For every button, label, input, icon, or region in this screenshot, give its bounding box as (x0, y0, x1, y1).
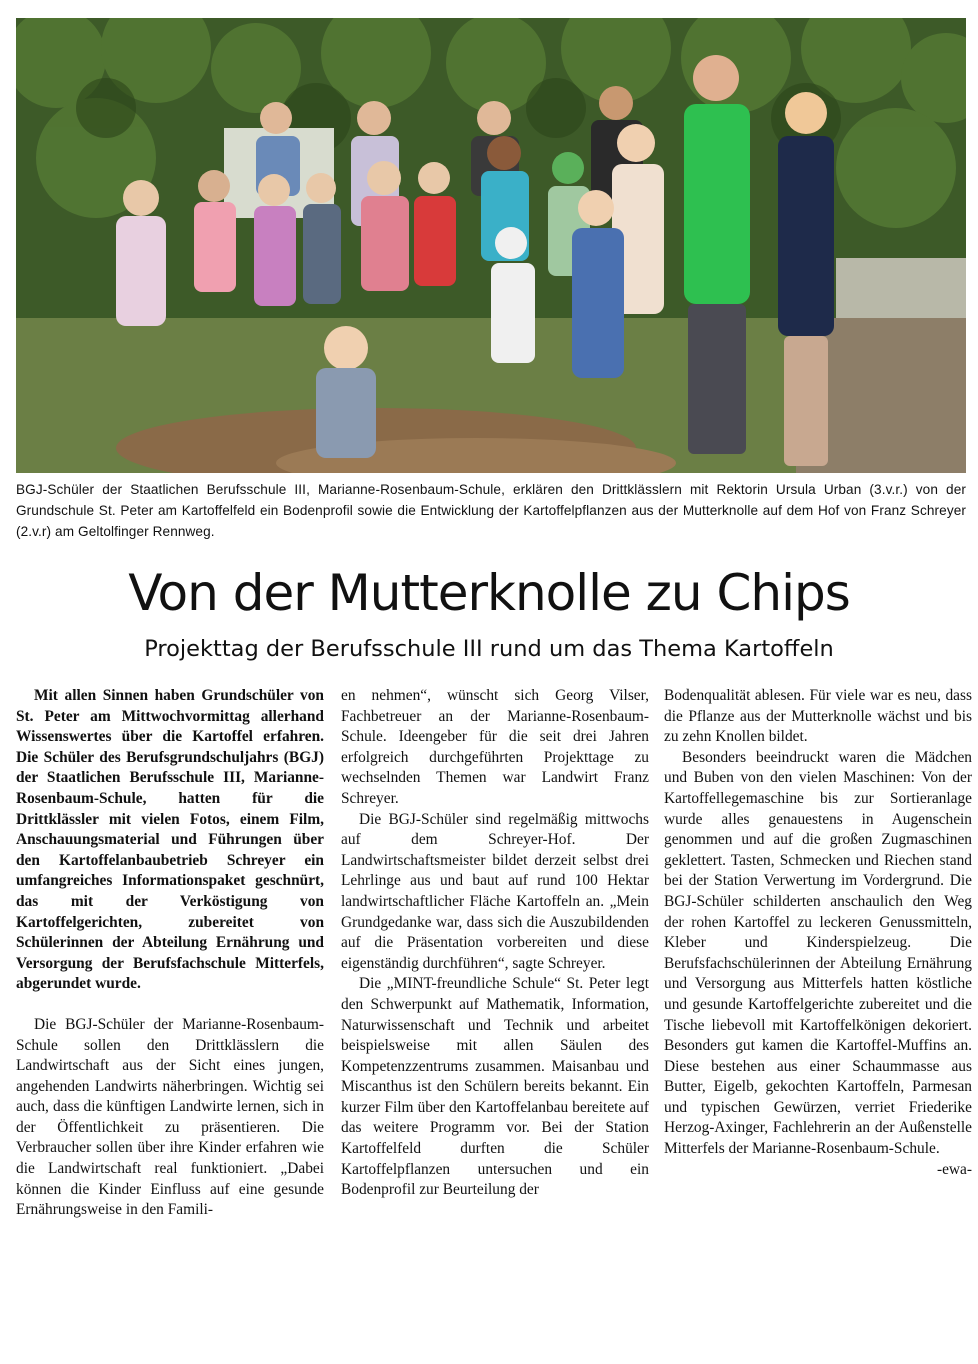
photo-caption: BGJ-Schüler der Staatlichen Berufsschule III, Marianne-Rosenbaum-Schule, erklären den Drittklässlern mit Rektorin Ursula Urban (3.v.r.) von der Grundschule St. Peter am Kartoffelfeld ein Bodenprofil sowie die Entwicklung der Kartoffelpflanzen aus der Mutterknolle auf dem Hof von Franz Schreyer (2.v.r) am Geltolfinger Rennweg. (16, 482, 966, 539)
article-paragraph: en nehmen“, wünscht sich Georg Vilser, Fachbetreuer an der Marianne-Rosenbaum-Schule. Ideengeber für die seit drei Jahren erfolgreich durchgeführten Projekttage zu wechselnden Themen war Landwirt Franz Schreyer. (341, 687, 649, 807)
article-paragraph: Die BGJ-Schüler der Marianne-Rosenbaum-Schule sollen den Drittklässlern die Landwirtschaft aus der Sicht eines jungen, angehenden Landwirts näherbringen. Wichtig sei auch, dass die künftigen Landwirte lernen, sich in der Öffentlichkeit zu präsentieren. Die Verbraucher sollen über ihre Kinder erfahren wie die Landwirtschaft real funktioniert. „Dabei können die Kinder Einfluss auf eine gesunde Ernährungsweise in den Famili- (16, 1015, 324, 1219)
article-headline: Von der Mutterknolle zu Chips (128, 564, 850, 622)
article-paragraph: Besonders beeindruckt waren die Mädchen und Buben von den vielen Maschinen: Von der Kartoffellegemaschine bis zur Sortieranlage wurde alles genauestens in Augenschein genommen und auf die großen Zugmaschinen geklettert. Tasten, Schmecken und Riechen stand bei der Station Verwertung im Vordergrund. Die BGJ-Schüler schilderten anschaulich den Weg der rohen Kartoffel zu leckeren Genussmitteln, Kleber und Kinderspielzeug. Die Berufsfachschülerinnen der Abteilung Ernährung und Versorgung aus Mitterfels hatten köstliche und gesunde Kartoffelgerichte zubereitet und die Tische liebevoll mit Kartoffelkönigen dekoriert. Besonders gut kamen die Kartoffel-Muffins an. Diese bestehen aus einer Schaummasse aus Butter, Eigelb, gekochten Kartoffeln, Parmesan und typischen Gewürzen, verriet Friederike Herzog-Axinger, Fachlehrerin an der Außenstelle Mitterfels der Marianne-Rosenbaum-Schule. (664, 748, 972, 1158)
article-paragraph: Die „MINT-freundliche Schule“ St. Peter legt den Schwerpunkt auf Mathematik, Information, Naturwissenschaft und Technik und arbeitet beispielsweise mit allen Säulen des Kompetenzzentrums zusammen. Maisanbau und Miscanthus ist den Schülern bereits bekannt. Ein kurzer Film über den Kartoffelanbau bereitete auf das weitere Programm vor. Bei der Station Kartoffelfeld durften die Schüler Kartoffelpflanzen untersuchen und ein Bodenprofil zur Beurteilung der (341, 975, 649, 1199)
author-signature: -ewa- (936, 1160, 972, 1178)
article-paragraph: Bodenqualität ablesen. Für viele war es neu, dass die Pflanze aus der Mutterknolle wächst und bis zu zehn Knollen bildet. (664, 687, 972, 746)
article-photo (16, 18, 966, 473)
article-subheadline: Projekttag der Berufsschule III rund um das Thema Kartoffeln (144, 636, 834, 662)
article-column-2 (341, 686, 649, 1201)
photo-illustration (16, 18, 966, 473)
article-paragraph: Die BGJ-Schüler sind regelmäßig mittwochs auf dem Schreyer-Hof. Der Landwirtschaftsmeister bildet derzeit selbst drei Lehrlinge aus und baut auf rund 100 Hektar landwirtschaftlicher Fläche Kartoffeln an. „Mein Grundgedanke war, dass sich die Auszubildenden auf die Präsentation vorbereiten und diese eigenständig durchführen“, sagte Schreyer. (341, 810, 649, 972)
article-column-1 (16, 686, 324, 1221)
article-column-3 (664, 686, 972, 1180)
article-lead: Mit allen Sinnen haben Grundschüler von St. Peter am Mittwochvormittag allerhand Wissenswertes über die Kartoffel erfahren. Die Schüler des Berufsgrundschuljahrs (BGJ) der Staatlichen Berufsschule III, Marianne-Rosenbaum-Schule, hatten für die Drittklässler mit vielen Fotos, einem Film, Anschauungsmaterial und Führungen über den Kartoffelanbaubetrieb Schreyer ein umfangreiches Informationspaket geschnürt, das mit der Verköstigung von Kartoffelgerichten, zubereitet von Schülerinnen der Abteilung Ernährung und Versorgung der Berufsfachschule Mitterfels, abgerundet wurde. (16, 687, 324, 993)
